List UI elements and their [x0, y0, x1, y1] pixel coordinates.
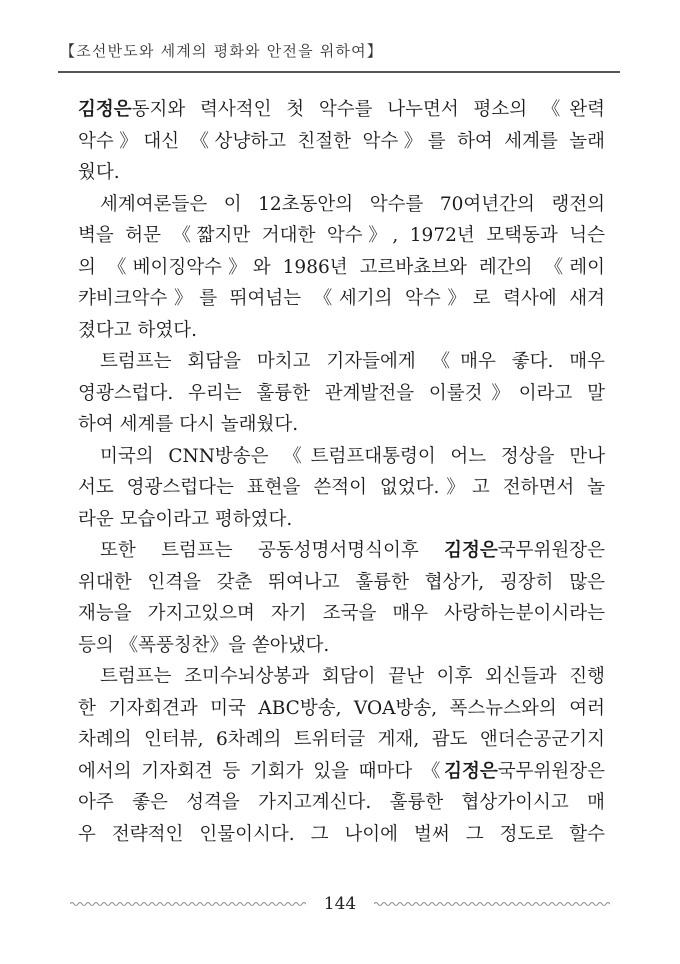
text-line — [78, 535, 605, 567]
footer-left-ornament — [70, 898, 306, 910]
paragraph — [78, 441, 605, 536]
line-text-lead: 에서의 기자회견 등 기회가 있을 때마다 《 — [78, 760, 445, 782]
line-text: 미국의 CNN방송은 《트럼프대통령이 어느 정상을 만나 — [100, 445, 605, 467]
text-line — [78, 189, 605, 221]
line-text-lead: 또한 트럼프는 공동성명서명식이후 — [100, 540, 445, 561]
text-line — [78, 567, 605, 599]
paragraph — [78, 94, 605, 189]
text-line — [78, 441, 605, 473]
text-line — [78, 126, 605, 158]
body-text — [78, 94, 605, 850]
leader-name: 김정은 — [444, 540, 498, 561]
paragraph — [78, 661, 605, 850]
text-line — [78, 598, 605, 630]
line-text: 차례의 인터뷰, 6차례의 트위터글 게재, 괌도 앤더슨공군기지 — [78, 729, 605, 750]
line-text: 트럼프는 조미수뇌상봉과 회담이 끝난 이후 외신들과 진행 — [100, 666, 605, 687]
line-text: 국무위원장은 — [497, 540, 605, 561]
text-line — [78, 472, 605, 504]
line-text: 재능을 가지고있으며 자기 조국을 매우 사랑하는분이시라는 — [78, 603, 605, 624]
line-text: 우 전략적인 인물이시다. 그 나이에 벌써 그 정도로 할수 — [78, 823, 605, 845]
leader-name: 김정은 — [444, 760, 498, 782]
line-text: 세계여론들은 이 12초동안의 악수를 70여년간의 랭전의 — [100, 193, 605, 215]
text-line — [78, 630, 605, 662]
text-line — [78, 693, 605, 725]
line-text: 아주 좋은 성격을 가지고계신다. 훌륭한 협상가이시고 매 — [78, 792, 605, 813]
header-divider — [58, 71, 620, 73]
line-text: 등의 《폭풍칭찬》을 쏟아냈다. — [78, 634, 330, 656]
text-line — [78, 346, 605, 378]
line-text: 한 기자회견과 미국 ABC방송, VOA방송, 폭스뉴스와의 여러 — [78, 697, 605, 719]
text-line — [78, 504, 605, 536]
line-text: 웠다. — [78, 162, 120, 183]
line-text: 서도 영광스럽다는 표현을 쓴적이 없었다.》고 전하면서 놀 — [78, 477, 605, 498]
text-line — [78, 378, 605, 410]
text-line — [78, 661, 605, 693]
line-text: 의 《베이징악수》와 1986년 고르바쵸브와 레간의 《레이 — [78, 256, 605, 278]
line-text: 악수》대신 《상냥하고 친절한 악수》를 하여 세계를 놀래 — [78, 130, 605, 152]
paragraph — [78, 189, 605, 347]
text-line — [78, 94, 605, 126]
footer-right-ornament — [374, 898, 610, 910]
leader-name: 김정은 — [78, 99, 132, 120]
text-line — [78, 283, 605, 315]
line-text: 캬비크악수》를 뛰여넘는 《세기의 악수》로 력사에 새겨 — [78, 288, 605, 309]
line-text: 위대한 인격을 갖춘 뛰여나고 훌륭한 협상가, 굉장히 많은 — [78, 571, 605, 593]
text-line — [78, 315, 605, 347]
text-line — [78, 409, 605, 441]
running-header: 【조선반도와 세계의 평화와 안전을 위하여】 — [60, 42, 384, 60]
page-number: 144 — [323, 894, 357, 914]
line-text: 졌다고 하였다. — [78, 319, 197, 341]
text-line — [78, 819, 605, 851]
page-footer — [60, 892, 620, 916]
line-text: 동지와 력사적인 첫 악수를 나누면서 평소의 《완력 — [131, 99, 605, 120]
text-line — [78, 157, 605, 189]
text-line — [78, 756, 605, 788]
line-text: 트럼프는 회담을 마치고 기자들에게 《매우 좋다. 매우 — [100, 351, 605, 372]
line-text: 국무위원장은 — [497, 760, 605, 782]
text-line — [78, 220, 605, 252]
line-text: 라운 모습이라고 평하였다. — [78, 508, 293, 530]
line-text: 영광스럽다. 우리는 훌륭한 관계발전을 이룰것》이라고 말 — [78, 382, 605, 404]
text-line — [78, 787, 605, 819]
paragraph — [78, 535, 605, 661]
line-text: 벽을 허문 《짧지만 거대한 악수》, 1972년 모택동과 닉슨 — [78, 225, 605, 246]
line-text: 하여 세계를 다시 놀래웠다. — [78, 414, 299, 435]
text-line — [78, 252, 605, 284]
text-line — [78, 724, 605, 756]
paragraph — [78, 346, 605, 441]
